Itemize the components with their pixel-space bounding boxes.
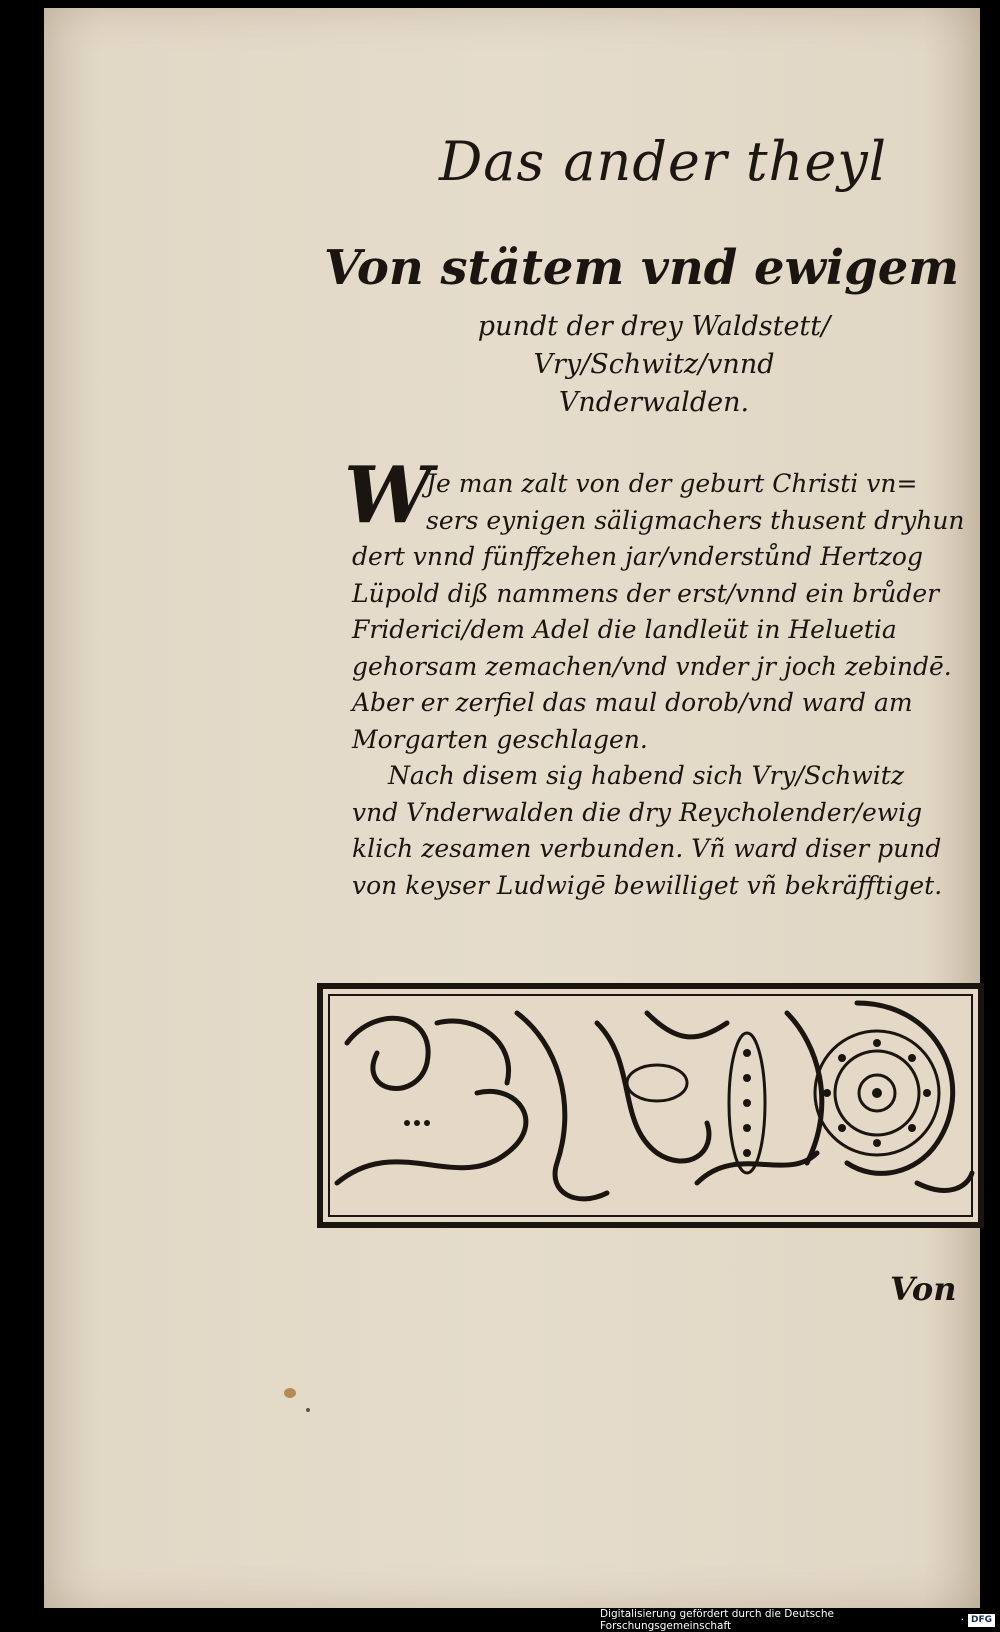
text-line: Nach disem sig habend sich Vry/Schwitz: [388, 761, 905, 790]
chapter-title: Von stätem vnd ewigem: [324, 240, 960, 296]
text-line: vnd Vnderwalden die dry Reycholender/ewig: [352, 797, 923, 827]
catchword: Von: [890, 1270, 957, 1308]
text-line: dert vnnd fünffzehen jar/vnderstůnd Hertzog: [352, 542, 923, 571]
subtitle-line: Vry/Schwitz/vnnd: [533, 349, 775, 380]
text-line: Lüpold diß nammens der erst/vnnd ein brůder: [352, 578, 940, 608]
running-head: Das ander theyl: [439, 130, 888, 193]
text-line: Morgarten geschlagen.: [352, 724, 648, 754]
funding-credit: Digitalisierung gefördert durch die Deutsche Forschungsgemeinschaft: [600, 1608, 834, 1632]
dfg-logo-icon: DFG: [968, 1614, 995, 1627]
woodcut-ornament: [317, 983, 984, 1228]
decorated-initial: W: [344, 450, 432, 541]
text-line: Aber er zerfiel das maul dorob/vnd ward am: [352, 688, 913, 717]
body-text: [352, 466, 972, 904]
text-line: gehorsam zemachen/vnd vnder jr joch zebindē.: [352, 651, 952, 681]
subtitle-line: Vnderwalden.: [558, 387, 750, 418]
text-line: Je man zalt von der geburt Christi vn=: [426, 469, 918, 498]
text-line: von keyser Ludwigē bewilliget vñ bekräfftiget.: [352, 870, 943, 900]
subtitle-line: pundt der drey Waldstett/: [477, 311, 831, 342]
chapter-subtitle: [444, 308, 864, 422]
paper-stain: [306, 1408, 310, 1412]
book-page: [44, 8, 980, 1608]
paper-stain: [284, 1388, 296, 1398]
digitization-footer: Digitalisierung gefördert durch die Deutsche Forschungsgemeinschaft · DFG: [600, 1612, 995, 1628]
text-line: sers eynigen säligmachers thusent dryhun: [426, 505, 965, 535]
text-line: klich zesamen verbunden. Vñ ward diser pund: [352, 834, 942, 863]
text-line: Friderici/dem Adel die landleüt in Heluetia: [352, 615, 897, 644]
